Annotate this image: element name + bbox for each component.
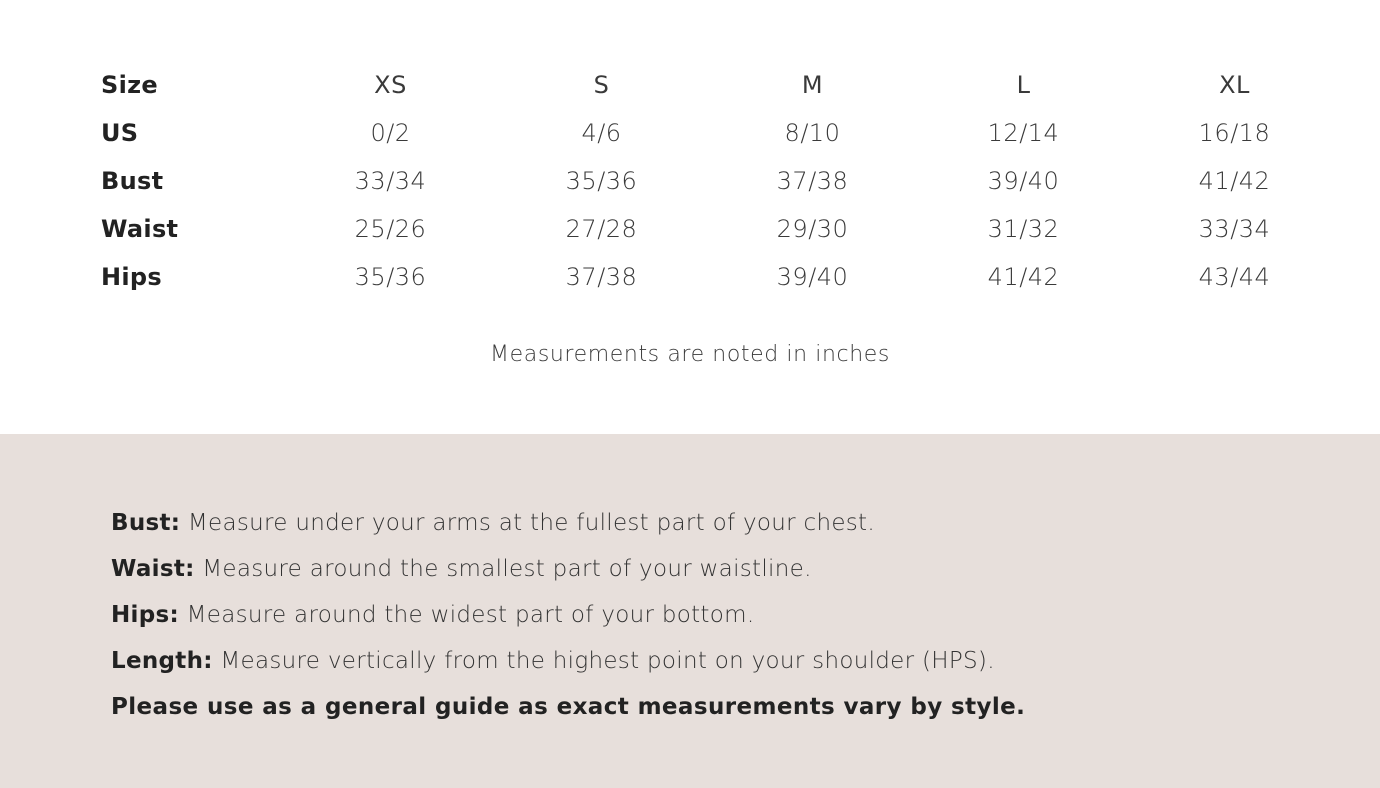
table-cell: 12/14 [987, 119, 1060, 147]
guide-text: Measure around the widest part of your bottom. [178, 602, 755, 628]
guide-item-hips [111, 598, 1025, 644]
guide-term: Waist: [111, 556, 195, 582]
table-row-hips [101, 253, 1340, 301]
table-cell: 33/34 [354, 167, 427, 195]
size-header-row [101, 61, 1340, 109]
table-row-us [101, 109, 1340, 157]
table-cell: 39/40 [987, 167, 1060, 195]
size-m-header: M [801, 71, 824, 99]
table-cell: 41/42 [1198, 167, 1271, 195]
table-cell: 39/40 [776, 263, 849, 291]
table-row-bust [101, 157, 1340, 205]
guide-text: Measure around the smallest part of your waistline. [194, 556, 812, 582]
table-cell: 35/36 [354, 263, 427, 291]
size-xs-header: XS [374, 71, 407, 99]
row-label-waist: Waist [101, 215, 179, 243]
table-cell: 35/36 [565, 167, 638, 195]
table-cell: 37/38 [776, 167, 849, 195]
table-cell: 4/6 [581, 119, 622, 147]
row-label-hips: Hips [101, 263, 162, 291]
guide-term: Length: [111, 648, 213, 674]
table-cell: 41/42 [987, 263, 1060, 291]
table-cell: 16/18 [1198, 119, 1271, 147]
size-l-header: L [1016, 71, 1031, 99]
table-cell: 27/28 [565, 215, 638, 243]
guide-term: Bust: [111, 510, 181, 536]
size-header-label: Size [101, 71, 158, 99]
table-cell: 25/26 [354, 215, 427, 243]
guide-text: Measure vertically from the highest point on your shoulder (HPS). [212, 648, 995, 674]
guide-disclaimer: Please use as a general guide as exact measurements vary by style. [111, 694, 1026, 720]
measurement-guide-section [0, 434, 1380, 788]
table-row-waist [101, 205, 1340, 253]
guide-item-bust [111, 506, 1025, 552]
table-cell: 37/38 [565, 263, 638, 291]
table-cell: 43/44 [1198, 263, 1271, 291]
row-label-us: US [101, 119, 139, 147]
table-cell: 8/10 [784, 119, 841, 147]
row-label-bust: Bust [101, 167, 164, 195]
size-xl-header: XL [1219, 71, 1250, 99]
table-cell: 33/34 [1198, 215, 1271, 243]
measurement-guide-list [111, 506, 1025, 736]
measurement-units-note: Measurements are noted in inches [490, 342, 890, 367]
guide-term: Hips: [111, 602, 179, 628]
size-table [101, 61, 1340, 301]
guide-item-waist [111, 552, 1025, 598]
table-cell: 0/2 [370, 119, 411, 147]
guide-text: Measure under your arms at the fullest part of your chest. [180, 510, 875, 536]
table-cell: 29/30 [776, 215, 849, 243]
size-s-header: S [593, 71, 610, 99]
guide-item-length [111, 644, 1025, 690]
table-cell: 31/32 [987, 215, 1060, 243]
